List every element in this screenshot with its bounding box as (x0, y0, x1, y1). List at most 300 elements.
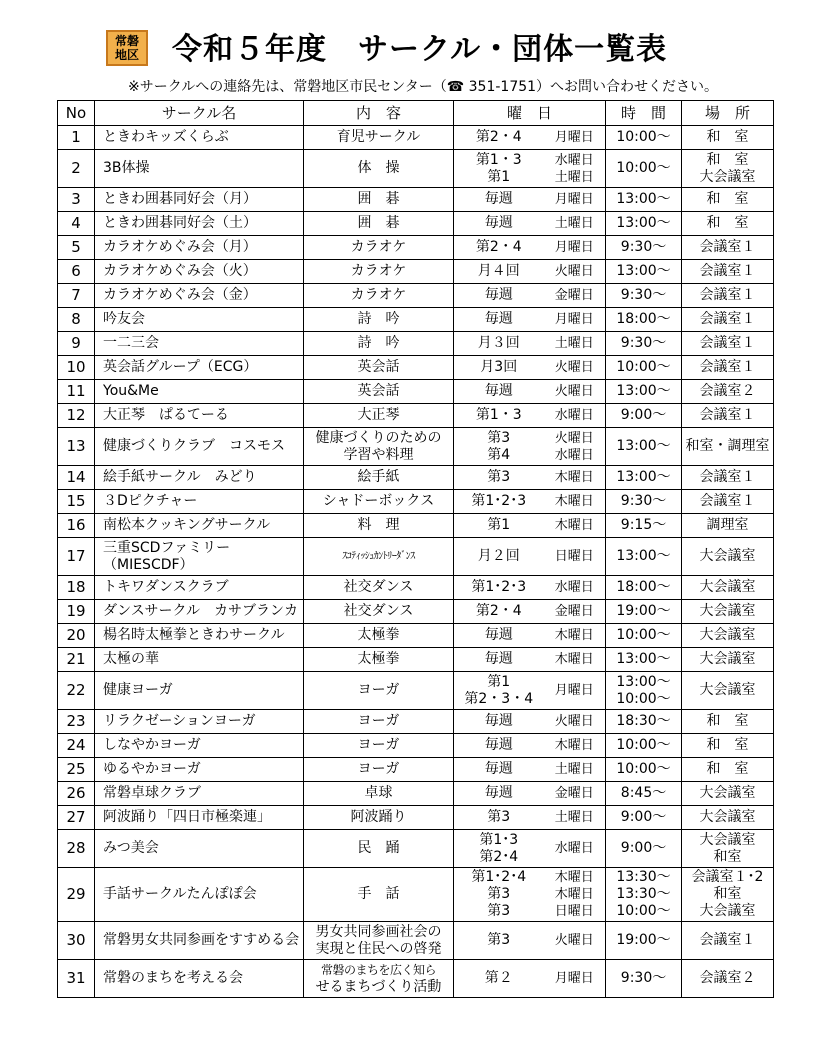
cell-no: 22 (58, 672, 95, 710)
content-line: 絵手紙 (357, 469, 400, 485)
content-line: 体 操 (357, 160, 400, 176)
table-row (58, 782, 774, 806)
cell-content (304, 600, 454, 624)
cell-no: 14 (58, 466, 95, 490)
badge-line-2: 地区 (114, 48, 139, 62)
cell-time (606, 624, 682, 648)
cell-no: 12 (58, 404, 95, 428)
cell-day (544, 960, 606, 998)
cell-day (544, 758, 606, 782)
day-line: 木曜日 (554, 887, 594, 902)
cell-no: 4 (58, 212, 95, 236)
table-row (58, 236, 774, 260)
cell-freq (454, 260, 544, 284)
freq-line: 第3 (487, 903, 511, 919)
notice-prefix: ※サークルへの連絡先は、常磐地区市民センター（ (128, 79, 447, 95)
cell-no: 15 (58, 490, 95, 514)
cell-day (544, 514, 606, 538)
name-line: カラオケめぐみ会（月） (103, 239, 257, 255)
cell-content (304, 308, 454, 332)
name-line: 阿波踊り「四日市極楽連」 (103, 809, 271, 825)
cell-name (95, 308, 304, 332)
cell-name (95, 734, 304, 758)
col-header-name: サークル名 (95, 101, 304, 126)
table-row (58, 212, 774, 236)
cell-day (544, 404, 606, 428)
cell-name (95, 284, 304, 308)
freq-line: 第3 (487, 809, 511, 825)
cell-name (95, 868, 304, 922)
badge-line-1: 常磐 (114, 34, 139, 48)
cell-time (606, 188, 682, 212)
table-row (58, 576, 774, 600)
cell-time (606, 404, 682, 428)
place-line: 大会議室 (699, 627, 756, 643)
cell-no: 23 (58, 710, 95, 734)
cell-content (304, 960, 454, 998)
cell-name (95, 538, 304, 576)
content-line: カラオケ (350, 263, 407, 279)
cell-content (304, 758, 454, 782)
time-line: 13:30～ (616, 886, 671, 902)
time-line: 18:00～ (616, 311, 671, 327)
place-line: 会議室１ (699, 407, 756, 423)
name-line: カラオケめぐみ会（金） (103, 287, 257, 303)
content-line: 囲 碁 (357, 215, 400, 231)
cell-place (682, 188, 774, 212)
cell-content (304, 380, 454, 404)
cell-no: 2 (58, 150, 95, 188)
table-row (58, 648, 774, 672)
cell-day (544, 466, 606, 490)
cell-time (606, 150, 682, 188)
day-line: 金曜日 (554, 604, 594, 619)
cell-name (95, 758, 304, 782)
day-line: 土曜日 (554, 810, 594, 825)
cell-content (304, 624, 454, 648)
cell-name (95, 188, 304, 212)
cell-content (304, 126, 454, 150)
table-row (58, 428, 774, 466)
place-line: 大会議室 (699, 809, 756, 825)
cell-day (544, 428, 606, 466)
content-line: 英会話 (357, 359, 400, 375)
freq-line: 月３回 (477, 335, 520, 351)
cell-freq (454, 538, 544, 576)
content-line: 料 理 (357, 517, 400, 533)
content-line: 男女共同参画社会の (315, 923, 442, 940)
place-line: 大会議室 (699, 168, 756, 185)
cell-place (682, 514, 774, 538)
time-line: 10:00～ (616, 359, 671, 375)
cell-freq (454, 624, 544, 648)
cell-time (606, 514, 682, 538)
content-line: 卓球 (364, 785, 393, 801)
cell-freq (454, 514, 544, 538)
place-line: 和 室 (706, 761, 749, 777)
content-line: 常磐のまちを広く知ら (320, 962, 436, 977)
cell-name (95, 782, 304, 806)
place-line: 和 室 (706, 713, 749, 729)
place-line: 大会議室 (699, 548, 756, 564)
cell-name (95, 236, 304, 260)
name-line: 太極の華 (103, 651, 159, 667)
place-line: 大会議室 (699, 785, 756, 801)
table-row (58, 284, 774, 308)
cell-day (544, 212, 606, 236)
cell-no: 7 (58, 284, 95, 308)
freq-line: 第1・3 (475, 151, 522, 168)
notice-suffix: 351-1751）へお問い合わせください。 (464, 79, 719, 95)
cell-no: 27 (58, 806, 95, 830)
place-line: 大会議室 (699, 831, 756, 848)
content-line: 社交ダンス (343, 603, 414, 619)
cell-name (95, 648, 304, 672)
time-line: 18:30～ (616, 713, 671, 729)
cell-time (606, 308, 682, 332)
cell-freq (454, 284, 544, 308)
name-line: 吟友会 (103, 311, 145, 327)
cell-place (682, 922, 774, 960)
day-line: 月曜日 (554, 312, 594, 327)
content-line: 社交ダンス (343, 579, 414, 595)
day-line: 月曜日 (554, 130, 594, 145)
cell-no: 29 (58, 868, 95, 922)
content-line: 学習や料理 (343, 446, 414, 463)
cell-no: 20 (58, 624, 95, 648)
cell-day (544, 490, 606, 514)
cell-place (682, 960, 774, 998)
cell-place (682, 212, 774, 236)
day-line: 火曜日 (554, 360, 594, 375)
place-line: 会議室１ (699, 263, 756, 279)
day-line: 金曜日 (554, 786, 594, 801)
cell-freq (454, 576, 544, 600)
cell-place (682, 260, 774, 284)
contact-notice (128, 78, 788, 96)
cell-time (606, 428, 682, 466)
place-line: 会議室１ (699, 335, 756, 351)
freq-line: 第3 (487, 429, 511, 446)
time-line: 10:00～ (616, 761, 671, 777)
place-line: 和室・調理室 (685, 438, 770, 454)
cell-day (544, 308, 606, 332)
name-line: 英会話グループ（ECG） (103, 359, 258, 375)
cell-name (95, 576, 304, 600)
cell-no: 6 (58, 260, 95, 284)
cell-name (95, 600, 304, 624)
district-badge (106, 30, 148, 66)
cell-freq (454, 758, 544, 782)
cell-place (682, 332, 774, 356)
cell-time (606, 960, 682, 998)
name-line: 常磐のまちを考える会 (103, 970, 243, 986)
content-line: 育児サークル (336, 129, 421, 145)
day-line: 日曜日 (554, 904, 594, 919)
cell-freq (454, 404, 544, 428)
time-line: 8:45～ (620, 785, 667, 801)
content-line: ヨーガ (357, 682, 400, 698)
table-row (58, 960, 774, 998)
cell-freq (454, 212, 544, 236)
time-line: 9:15～ (620, 517, 667, 533)
time-line: 19:00～ (616, 932, 671, 948)
time-line: 10:00～ (616, 160, 671, 176)
cell-time (606, 380, 682, 404)
time-line: 18:00～ (616, 579, 671, 595)
cell-day (544, 380, 606, 404)
col-header-schedule: 曜 日 (454, 101, 606, 126)
freq-line: 第1 (487, 517, 511, 533)
freq-line: 毎週 (484, 737, 513, 753)
cell-place (682, 466, 774, 490)
cell-content (304, 260, 454, 284)
time-line: 9:30～ (620, 335, 667, 351)
time-line: 13:00～ (616, 673, 671, 690)
time-line: 10:00～ (616, 129, 671, 145)
cell-freq (454, 734, 544, 758)
freq-line: 第3 (487, 469, 511, 485)
place-line: 大会議室 (699, 651, 756, 667)
cell-no: 17 (58, 538, 95, 576)
cell-time (606, 236, 682, 260)
cell-freq (454, 356, 544, 380)
cell-content (304, 782, 454, 806)
cell-no: 18 (58, 576, 95, 600)
day-line: 火曜日 (554, 714, 594, 729)
cell-day (544, 624, 606, 648)
cell-time (606, 600, 682, 624)
freq-line: 第2・4 (475, 129, 522, 145)
cell-content (304, 576, 454, 600)
cell-time (606, 466, 682, 490)
name-line: ときわ囲碁同好会（月） (103, 191, 257, 207)
place-line: 会議室１ (699, 359, 756, 375)
table-row (58, 150, 774, 188)
cell-time (606, 830, 682, 868)
cell-freq (454, 308, 544, 332)
cell-freq (454, 188, 544, 212)
cell-day (544, 868, 606, 922)
cell-name (95, 830, 304, 868)
cell-time (606, 332, 682, 356)
name-line: 楊名時太極拳ときわサークル (103, 627, 285, 643)
freq-line: 毎週 (484, 215, 513, 231)
cell-place (682, 490, 774, 514)
time-line: 9:00～ (620, 840, 667, 856)
cell-no: 13 (58, 428, 95, 466)
day-line: 日曜日 (554, 549, 594, 564)
name-line: ゆるやかヨーガ (103, 761, 201, 777)
content-line: 英会話 (357, 383, 400, 399)
day-line: 木曜日 (554, 470, 594, 485)
cell-place (682, 600, 774, 624)
cell-time (606, 284, 682, 308)
content-line: 阿波踊り (350, 809, 407, 825)
freq-line: 第1･2･3 (471, 493, 527, 509)
cell-no: 31 (58, 960, 95, 998)
freq-line: 第1・3 (475, 407, 522, 423)
day-line: 水曜日 (554, 447, 594, 463)
time-line: 13:00～ (616, 548, 671, 564)
cell-place (682, 126, 774, 150)
place-line: 和 室 (706, 215, 749, 231)
day-line: 土曜日 (554, 216, 594, 231)
cell-name (95, 624, 304, 648)
cell-time (606, 672, 682, 710)
cell-name (95, 672, 304, 710)
place-line: 会議室２ (699, 970, 756, 986)
cell-name (95, 126, 304, 150)
cell-day (544, 126, 606, 150)
content-line: 実現と住民への啓発 (315, 940, 442, 957)
cell-place (682, 380, 774, 404)
phone-icon: ☎ (446, 79, 465, 95)
cell-place (682, 404, 774, 428)
table-row (58, 734, 774, 758)
day-line: 月曜日 (554, 971, 594, 986)
cell-name (95, 428, 304, 466)
cell-content (304, 236, 454, 260)
day-line: 土曜日 (554, 336, 594, 351)
cell-freq (454, 868, 544, 922)
cell-content (304, 212, 454, 236)
time-line: 19:00～ (616, 603, 671, 619)
cell-content (304, 466, 454, 490)
time-line: 9:30～ (620, 239, 667, 255)
name-line: トキワダンスクラブ (103, 579, 229, 595)
cell-place (682, 868, 774, 922)
cell-time (606, 922, 682, 960)
table-row (58, 514, 774, 538)
time-line: 13:00～ (616, 263, 671, 279)
name-line: You&Me (103, 383, 159, 399)
content-line: 囲 碁 (357, 191, 400, 207)
place-line: 会議室１ (699, 311, 756, 327)
day-line: 土曜日 (554, 762, 594, 777)
cell-content (304, 514, 454, 538)
cell-day (544, 260, 606, 284)
place-line: 大会議室 (699, 579, 756, 595)
content-line: シャドーボックス (322, 493, 435, 509)
day-line: 月曜日 (554, 192, 594, 207)
name-line: 健康ヨーガ (103, 682, 173, 698)
table-row (58, 710, 774, 734)
table-row (58, 490, 774, 514)
cell-name (95, 466, 304, 490)
place-line: 大会議室 (699, 682, 756, 698)
cell-no: 30 (58, 922, 95, 960)
cell-day (544, 538, 606, 576)
cell-freq (454, 782, 544, 806)
cell-no: 9 (58, 332, 95, 356)
time-line: 13:00～ (616, 651, 671, 667)
time-line: 9:00～ (620, 407, 667, 423)
cell-time (606, 538, 682, 576)
place-line: 会議室１ (699, 493, 756, 509)
table-row (58, 188, 774, 212)
day-line: 土曜日 (554, 169, 594, 185)
name-line: しなやかヨーガ (103, 737, 201, 753)
day-line: 水曜日 (554, 408, 594, 423)
cell-freq (454, 648, 544, 672)
day-line: 火曜日 (554, 264, 594, 279)
day-line: 木曜日 (554, 494, 594, 509)
cell-content (304, 710, 454, 734)
table-row (58, 308, 774, 332)
cell-time (606, 710, 682, 734)
cell-no: 11 (58, 380, 95, 404)
cell-place (682, 830, 774, 868)
col-header-content: 内 容 (304, 101, 454, 126)
cell-place (682, 236, 774, 260)
cell-content (304, 538, 454, 576)
table-row (58, 260, 774, 284)
table-row (58, 922, 774, 960)
cell-place (682, 576, 774, 600)
cell-day (544, 922, 606, 960)
cell-name (95, 490, 304, 514)
name-line: 大正琴 ぱるてーる (103, 407, 229, 423)
cell-freq (454, 490, 544, 514)
cell-name (95, 332, 304, 356)
cell-freq (454, 710, 544, 734)
cell-day (544, 332, 606, 356)
cell-name (95, 960, 304, 998)
freq-line: 毎週 (484, 651, 513, 667)
cell-place (682, 782, 774, 806)
day-line: 水曜日 (554, 152, 594, 168)
name-line: ３Dピクチャー (103, 493, 198, 509)
time-line: 13:30～ (616, 869, 671, 885)
content-line: 詩 吟 (357, 311, 400, 327)
page-title: 令和５年度 サークル・団体一覧表 (172, 32, 668, 67)
freq-line: 第2･4 (479, 848, 519, 865)
freq-line: 第2・3・4 (464, 690, 534, 707)
name-line: 絵手紙サークル みどり (103, 469, 257, 485)
cell-content (304, 356, 454, 380)
cell-no: 16 (58, 514, 95, 538)
content-line: 太極拳 (357, 651, 400, 667)
cell-place (682, 428, 774, 466)
freq-line: 第4 (487, 446, 511, 463)
cell-day (544, 236, 606, 260)
day-line: 月曜日 (554, 683, 594, 698)
day-line: 火曜日 (554, 384, 594, 399)
cell-name (95, 404, 304, 428)
cell-place (682, 308, 774, 332)
day-line: 木曜日 (554, 518, 594, 533)
cell-place (682, 538, 774, 576)
day-line: 火曜日 (554, 933, 594, 948)
cell-day (544, 600, 606, 624)
content-line: 大正琴 (357, 407, 400, 423)
content-line: 詩 吟 (357, 335, 400, 351)
cell-content (304, 490, 454, 514)
cell-content (304, 188, 454, 212)
content-line: カラオケ (350, 287, 407, 303)
cell-content (304, 868, 454, 922)
freq-line: 毎週 (484, 287, 513, 303)
circle-table (57, 100, 774, 998)
cell-freq (454, 672, 544, 710)
cell-time (606, 758, 682, 782)
content-line: 太極拳 (357, 627, 400, 643)
place-line: 和 室 (706, 151, 749, 168)
freq-line: 月２回 (477, 548, 520, 564)
table-row (58, 380, 774, 404)
cell-day (544, 284, 606, 308)
